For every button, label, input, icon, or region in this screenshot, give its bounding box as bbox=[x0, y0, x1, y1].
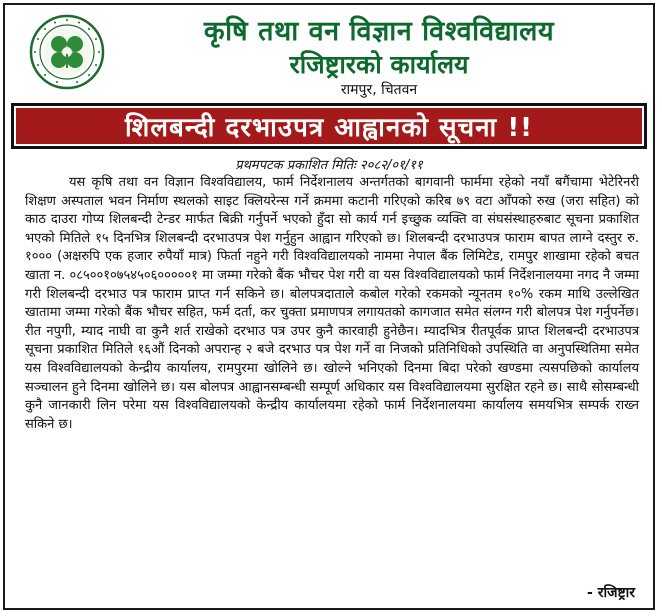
notice-title-banner bbox=[11, 103, 647, 149]
signature: - रजिष्ट्रार bbox=[587, 585, 635, 601]
office-name: रजिष्ट्रारको कार्यालय bbox=[289, 50, 469, 79]
university-name: कृषि तथा वन विज्ञान विश्वविद्यालय bbox=[203, 16, 555, 47]
office-location: रामपुर, चितवन bbox=[340, 82, 418, 98]
notice-title: शिलबन्दी दरभाउपत्र आह्वानको सूचना !! bbox=[124, 113, 534, 143]
university-seal-icon bbox=[29, 14, 105, 90]
notice-header bbox=[5, 5, 653, 101]
notice-frame bbox=[3, 3, 655, 610]
notice-body: यस कृषि तथा वन विज्ञान विश्वविद्यालय, फार्म निर्देशनालय अन्तर्गतको बागवानी फार्ममा रहेको नयाँ बगैंचामा भेटेरिनरी शिक्षण अस्पताल भवन निर्माण स्थलको साइट क्लियरेन्स गर्ने क्रममा कटानी गरिएको करिब ७९ वटा आँपको रुख (जरा सहित) को काठ दाउरा गोप्य शिलबन्दी टेन्डर मार्फत बिक्री गर्नुपर्ने भएको हुँदा सो कार्य गर्न इच्छुक व्यक्ति वा संघसंस्थाहरुबाट सूचना प्रकाशित भएको मितिले १५ दिनभित्र शिलबन्दी दरभाउपत्र पेश गर्नुहुन आह्वान गरिएको छ। शिलबन्दी दरभाउपत्र फाराम बापत लाग्ने दस्तुर रु. १००० (अक्षरुपि एक हजार रुपैयाँ मात्र) फिर्ता नहुने गरी विश्वविद्यालयको नाममा नेपाल बैंक लिमिटेड, रामपुर शाखामा रहेको बचत खाता न. ०८५००१०७५४५०६०००००१ मा जम्मा गरेको बैंक भौचर पेश गरी वा यस विश्वविद्यालयको फार्म निर्देशनालयमा नगद नै जम्मा गरी शिलबन्दी दरभाउ पत्र फाराम प्राप्त गर्न सकिने छ। बोलपत्रदाताले कबोल गरेको रकमको न्यूनतम १०% रकम माथि उल्लेखित खातामा जम्मा गरेको बैंक भौचर सहित, फर्म दर्ता, कर चुक्ता प्रमाणपत्र लगायतको कागजात समेत संलग्न गरी बोलपत्र पेश गर्नुपर्नेछ। रीत नपुगी, म्याद नाघी वा कुनै शर्त राखेको दरभाउ पत्र उपर कुनै कारवाही हुनेछैन। म्यादभित्र रीतपूर्वक प्राप्त शिलबन्दी दरभाउपत्र सूचना प्रकाशित मितिले १६औं दिनको अपरान्ह २ बजे दरभाउ पत्र पेश गर्ने वा निजको प्रतिनिधिको उपस्थिति वा अनुपस्थितिमा समेत यस विश्वविद्यालयको केन्द्रीय कार्यालय, रामपुरमा खोलिने छ। खोल्ने भनिएको दिनमा बिदा परेको खण्डमा त्यसपछिको कार्यालय सञ्चालन हुने दिनमा खोलिने छ। यस बोलपत्र आह्वानसम्बन्धी सम्पूर्ण अधिकार यस विश्वविद्यालयमा सुरक्षित रहने छ। साथै सोसम्बन्धी कुनै जानकारी लिन परेमा यस विश्वविद्यालयको केन्द्रीय कार्यालयमा रहेको फार्म निर्देशनालयमा कार्यालय समयभित्र सम्पर्क राख्न सकिने छ। bbox=[25, 175, 639, 432]
published-date: प्रथमपटक प्रकाशित मितिः २०८२/०१/११ bbox=[235, 158, 423, 173]
notice-title-banner-fill bbox=[16, 108, 642, 144]
